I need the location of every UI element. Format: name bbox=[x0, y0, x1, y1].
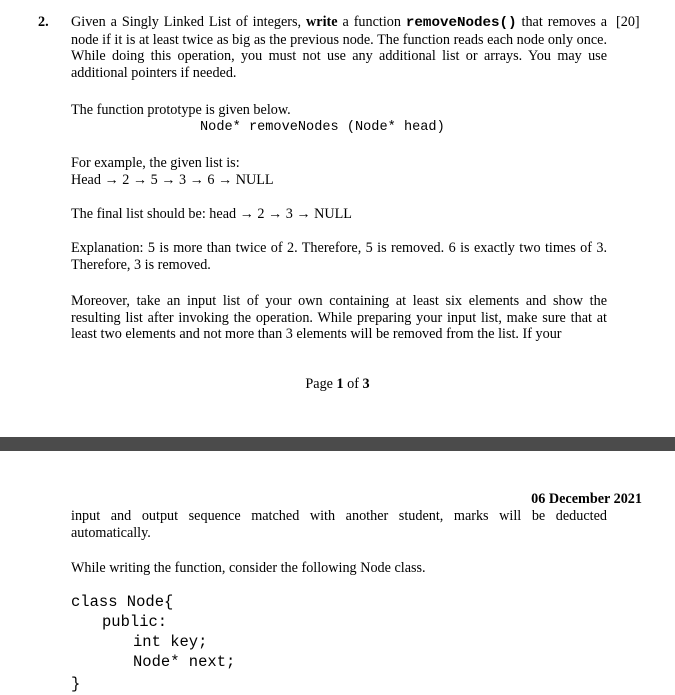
header-date: 06 December 2021 bbox=[531, 491, 642, 507]
prototype-code: Node* removeNodes (Node* head) bbox=[200, 120, 445, 135]
code-line-key: int key; bbox=[133, 633, 208, 651]
page-mid: of bbox=[343, 376, 363, 392]
intro-write-bold: write bbox=[306, 14, 338, 30]
final-list: The final list should be: head → 2 → 3 → NULL bbox=[71, 206, 352, 222]
explanation: Explanation: 5 is more than twice of 2. Therefore, 5 is removed. 6 is exactly two times of 3. Therefore, 3 is removed. bbox=[71, 240, 607, 273]
code-line-next: Node* next; bbox=[133, 653, 236, 671]
question-number: 2. bbox=[38, 14, 49, 30]
page-prefix: Page bbox=[305, 376, 337, 392]
page-number-footer bbox=[0, 376, 675, 393]
page-current: 1 bbox=[336, 376, 344, 392]
moreover-paragraph: Moreover, take an input list of your own containing at least six elements and show the resulting list after invoking the operation. While preparing your input list, make sure that at least two elements and not more than 3 elements will be removed from the list. If your bbox=[71, 293, 607, 343]
continuation-paragraph: input and output sequence matched with another student, marks will be deducted automatically. bbox=[71, 508, 607, 541]
example-list: Head → 2 → 5 → 3 → 6 → NULL bbox=[71, 172, 274, 188]
question-intro bbox=[71, 14, 607, 81]
code-line-public: public: bbox=[102, 613, 168, 631]
intro-text-pre: Given a Singly Linked List of integers, bbox=[71, 14, 307, 30]
intro-text-post: that removes a node if it is at least twice as big as the previous node. The function reads each node only once. While doing this operation, you must not use any additional list or arrays. You may use additional pointers if needed. bbox=[71, 14, 608, 81]
node-class-intro: While writing the function, consider the following Node class. bbox=[71, 560, 426, 576]
example-label: For example, the given list is: bbox=[71, 155, 240, 171]
page-break-divider bbox=[0, 437, 675, 451]
question-marks: [20] bbox=[616, 14, 640, 30]
page-total: 3 bbox=[362, 376, 370, 392]
intro-text-mid: a function bbox=[337, 14, 406, 30]
function-name: removeNodes() bbox=[405, 15, 517, 31]
prototype-label: The function prototype is given below. bbox=[71, 102, 291, 118]
code-line-class: class Node{ bbox=[71, 593, 174, 611]
code-line-close: } bbox=[71, 675, 81, 693]
